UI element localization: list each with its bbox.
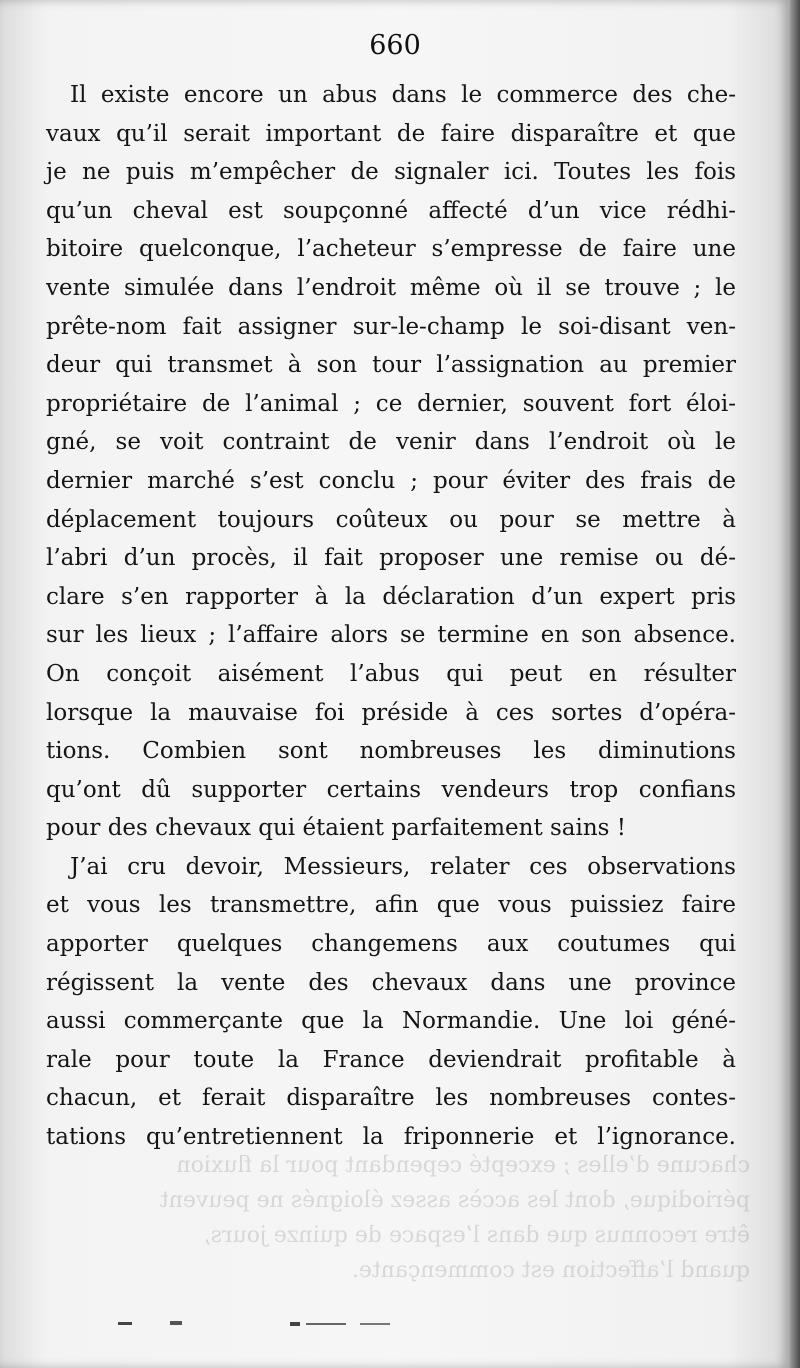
text-line: pour des chevaux qui étaient parfaitement sains !: [46, 815, 627, 842]
text-line: deur qui transmet à son tour l’assignation au premier: [46, 352, 736, 379]
text-line: vaux qu’il serait important de faire disparaître et que: [46, 120, 736, 147]
text-line: lorsque la mauvaise foi préside à ces sortes d’opéra-: [46, 699, 736, 726]
ink-specks: [110, 1318, 530, 1330]
text-line: On conçoit aisément l’abus qui peut en résulter: [46, 660, 736, 687]
text-line: Il existe encore un abus dans le commerce des che-: [70, 82, 736, 108]
show-through-line: chacune d’elles ; excepté cependant pour la fluxion: [176, 1153, 750, 1178]
show-through-text: [50, 1148, 750, 1288]
show-through-line: périodique, dont les accès assez éloignés ne peuvent: [159, 1188, 750, 1213]
show-through-line: quand l’affection est commençante.: [351, 1258, 750, 1283]
text-line: vente simulée dans l’endroit même où il se trouve ; le: [46, 274, 736, 301]
body-text: [46, 76, 736, 1157]
text-line: et vous les transmettre, afin que vous puissiez faire: [46, 892, 736, 919]
text-line: régissent la vente des chevaux dans une province: [46, 969, 736, 996]
text-line: propriétaire de l’animal ; ce dernier, souvent fort éloi-: [46, 390, 736, 417]
text-line: bitoire quelconque, l’acheteur s’empresse de faire une: [46, 236, 736, 263]
text-line: prête-nom fait assigner sur-le-champ le soi-disant ven-: [46, 313, 736, 340]
text-line: tions. Combien sont nombreuses les diminutions: [46, 738, 736, 765]
text-line: clare s’en rapporter à la déclaration d’un expert pris: [46, 583, 736, 610]
text-line: sur les lieux ; l’affaire alors se termine en son absence.: [46, 622, 736, 649]
text-line: qu’un cheval est soupçonné affecté d’un vice rédhi-: [46, 197, 736, 224]
text-line: tations qu’entretiennent la friponnerie et l’ignorance.: [46, 1124, 736, 1151]
text-line: aussi commerçante que la Normandie. Une loi géné-: [46, 1008, 736, 1035]
text-line: apporter quelques changemens aux coutumes qui: [46, 931, 736, 958]
text-line: déplacement toujours coûteux ou pour se mettre à: [46, 506, 736, 533]
text-line: je ne puis m’empêcher de signaler ici. Toutes les fois: [46, 159, 736, 186]
text-line: J’ai cru devoir, Messieurs, relater ces observations: [70, 853, 736, 880]
text-line: l’abri d’un procès, il fait proposer une remise ou dé-: [46, 545, 736, 572]
text-line: qu’ont dû supporter certains vendeurs trop confians: [46, 776, 736, 803]
text-line: chacun, et ferait disparaître les nombreuses contes-: [46, 1085, 736, 1112]
page-edge: [790, 0, 800, 1368]
text-line: gné, se voit contraint de venir dans l’endroit où le: [46, 429, 736, 456]
page-number: 660: [369, 30, 421, 61]
show-through-line: être reconnus que dans l’espace de quinze jours,: [203, 1223, 750, 1248]
text-line: dernier marché s’est conclu ; pour éviter des frais de: [46, 467, 736, 494]
text-line: rale pour toute la France deviendrait profitable à: [46, 1046, 736, 1073]
